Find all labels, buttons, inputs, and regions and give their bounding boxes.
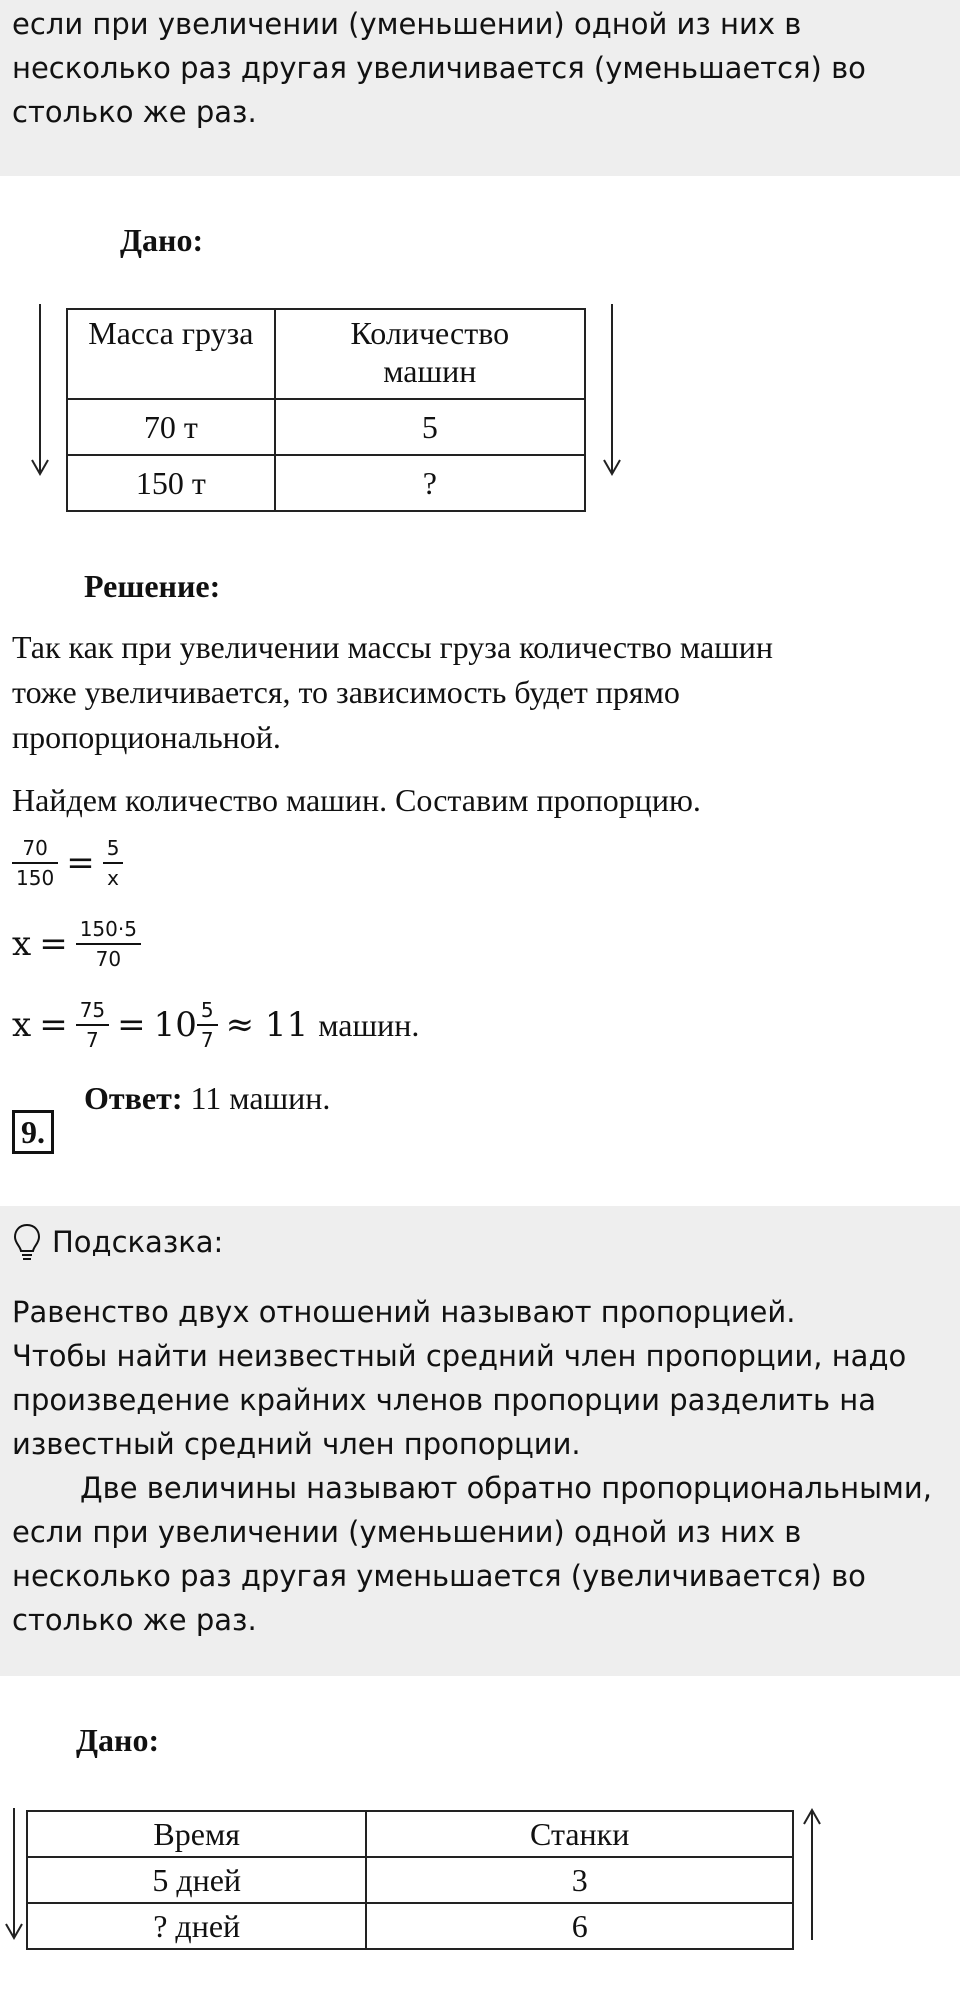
unit-text: машин. bbox=[318, 1006, 420, 1043]
table-cell: 150 т bbox=[67, 455, 275, 511]
fraction bbox=[12, 834, 58, 892]
fraction-numerator: 75 bbox=[76, 996, 109, 1026]
table-cell: 70 т bbox=[67, 399, 275, 455]
hint-line: столько же раз. bbox=[12, 95, 257, 129]
equals-sign: = bbox=[117, 1005, 146, 1045]
given-table bbox=[66, 308, 586, 512]
hint-line: несколько раз другая уменьшается (увеличивается) во bbox=[12, 1559, 866, 1593]
fraction bbox=[197, 996, 218, 1054]
table-cell: ? дней bbox=[27, 1903, 366, 1949]
given-label: Дано: bbox=[120, 222, 204, 258]
solution-label: Решение: bbox=[84, 568, 221, 604]
fraction-denominator: 7 bbox=[86, 1028, 99, 1052]
down-arrow-icon bbox=[600, 300, 624, 480]
fraction-numerator: 70 bbox=[12, 834, 58, 864]
solution-line: тоже увеличивается, то зависимость будет прямо bbox=[12, 674, 680, 710]
table-header: Время bbox=[27, 1811, 366, 1857]
hint-header bbox=[12, 1214, 948, 1270]
table-cell: 5 дней bbox=[27, 1857, 366, 1903]
equation-proportion bbox=[12, 834, 123, 892]
fraction-denominator: 70 bbox=[95, 947, 122, 971]
table-row bbox=[67, 399, 585, 455]
table-cell: 5 bbox=[275, 399, 585, 455]
table-cell: ? bbox=[275, 455, 585, 511]
fraction-numerator: 5 bbox=[103, 834, 124, 864]
approx-value: ≈ 11 bbox=[225, 1005, 309, 1045]
hint-line: Равенство двух отношений называют пропорцией. bbox=[12, 1295, 796, 1329]
solution-line: пропорциональной. bbox=[12, 719, 281, 755]
table-row bbox=[67, 309, 585, 399]
hint-box-top bbox=[0, 0, 960, 176]
hint-line: произведение крайних членов пропорции разделить на bbox=[12, 1383, 877, 1417]
down-arrow-icon bbox=[28, 300, 52, 480]
down-arrow-icon bbox=[2, 1804, 26, 1944]
equals-sign: = bbox=[39, 924, 68, 964]
given-table bbox=[26, 1810, 794, 1950]
table-row bbox=[27, 1857, 793, 1903]
equals-sign: = bbox=[39, 1005, 68, 1045]
hint-title: Подсказка: bbox=[52, 1225, 224, 1259]
problem-number: 9. bbox=[12, 1110, 54, 1154]
fraction-numerator: 150·5 bbox=[76, 915, 141, 945]
mixed-whole: 10 bbox=[153, 1005, 197, 1045]
fraction bbox=[76, 915, 141, 973]
solution-line: Так как при увеличении массы груза количество машин bbox=[12, 629, 774, 665]
solution-paragraph bbox=[12, 625, 773, 760]
variable: x bbox=[12, 1005, 32, 1045]
table-cell: 6 bbox=[366, 1903, 793, 1949]
given-label: Дано: bbox=[76, 1722, 160, 1758]
up-arrow-icon bbox=[800, 1804, 824, 1944]
table-header: Количество машин bbox=[275, 309, 585, 399]
hint-line: Две величины называют обратно пропорциональными, bbox=[80, 1471, 932, 1505]
hint-line: если при увеличении (уменьшении) одной из них в bbox=[12, 1515, 802, 1549]
fraction-denominator: 7 bbox=[200, 1028, 214, 1052]
fraction-numerator: 5 bbox=[197, 996, 218, 1026]
hint-line: известный средний член пропорции. bbox=[12, 1427, 581, 1461]
answer-value: 11 машин. bbox=[190, 1080, 331, 1116]
equals-sign: = bbox=[66, 843, 95, 883]
hint-line: столько же раз. bbox=[12, 1603, 257, 1637]
fraction bbox=[103, 834, 124, 892]
answer bbox=[84, 1080, 330, 1117]
table-header: Станки bbox=[366, 1811, 793, 1857]
table-header: Масса груза bbox=[67, 309, 275, 399]
table-row bbox=[67, 455, 585, 511]
table-row bbox=[27, 1903, 793, 1949]
variable: x bbox=[12, 924, 32, 964]
fraction bbox=[76, 996, 109, 1054]
table-row bbox=[27, 1811, 793, 1857]
answer-label: Ответ: bbox=[84, 1080, 183, 1116]
hint-box bbox=[0, 1206, 960, 1676]
solution-paragraph-2: Найдем количество машин. Составим пропорцию. bbox=[12, 782, 701, 818]
equation-x bbox=[12, 915, 141, 973]
table-cell: 3 bbox=[366, 1857, 793, 1903]
fraction-denominator: x bbox=[107, 866, 119, 890]
hint-line: Чтобы найти неизвестный средний член пропорции, надо bbox=[12, 1339, 907, 1373]
lightbulb-icon bbox=[12, 1222, 42, 1262]
hint-line: несколько раз другая увеличивается (уменьшается) во bbox=[12, 51, 866, 85]
fraction-denominator: 150 bbox=[16, 866, 55, 890]
hint-line: если при увеличении (уменьшении) одной из них в bbox=[12, 7, 802, 41]
equation-result bbox=[12, 996, 419, 1054]
